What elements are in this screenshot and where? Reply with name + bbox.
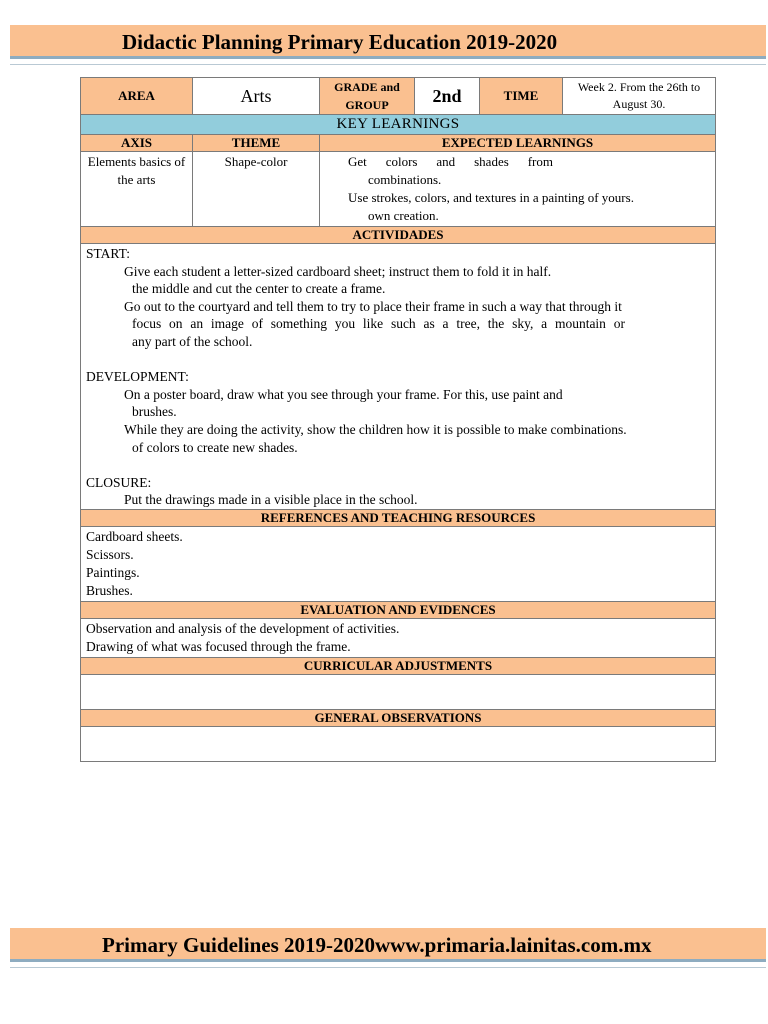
reference-item: Paintings. — [86, 564, 140, 580]
activity-line: Put the drawings made in a visible place in the school. — [124, 492, 418, 508]
page-title: Didactic Planning Primary Education 2019-2020 — [122, 30, 558, 54]
observations-header-row — [81, 709, 716, 726]
activity-item — [86, 491, 709, 509]
activity-item — [86, 386, 709, 421]
expected-learning-line1: Use strokes, colors, and textures in a painting of yours. — [348, 190, 634, 205]
activity-item — [86, 421, 709, 456]
footer-rule — [10, 967, 766, 968]
activity-line: While they are doing the activity, show the children how it is possible to make combinations. — [124, 421, 627, 437]
adjustments-content-row — [81, 674, 716, 709]
expected-learning-line1: Get colors and shades from — [348, 154, 553, 169]
references-header-row — [81, 509, 716, 526]
expected-learning-item — [348, 153, 711, 189]
expected-learnings-list — [320, 152, 716, 227]
observations-title: GENERAL OBSERVATIONS — [81, 709, 716, 726]
header-rule — [10, 64, 766, 65]
evaluation-content-row — [81, 618, 716, 657]
observations-content-row — [81, 726, 716, 761]
activity-item — [86, 298, 709, 351]
expected-learning-line2: own creation. — [368, 208, 439, 223]
activity-line-cont: of colors to create new shades. — [132, 439, 298, 455]
activity-line: On a poster board, draw what you see through your frame. For this, use paint and — [124, 386, 563, 402]
reference-item: Scissors. — [86, 546, 134, 562]
page-header-banner — [10, 25, 766, 59]
references-content-row — [81, 526, 716, 601]
evaluation-item: Drawing of what was focused through the frame. — [86, 638, 351, 654]
adjustments-header-row — [81, 657, 716, 674]
reference-item: Brushes. — [86, 582, 133, 598]
activities-header-row — [81, 227, 716, 244]
activities-title: ACTIVIDADES — [81, 227, 716, 244]
activities-content — [81, 244, 716, 510]
theme-value: Shape-color — [193, 152, 320, 227]
development-label: DEVELOPMENT: — [86, 369, 189, 385]
axis-value: Elements basics of the arts — [81, 152, 193, 227]
key-learnings-title: KEY LEARNINGS — [81, 115, 716, 135]
observations-content — [81, 726, 716, 761]
info-row — [81, 78, 716, 115]
time-label: TIME — [480, 78, 563, 115]
theme-header: THEME — [193, 135, 320, 152]
key-learnings-headers — [81, 135, 716, 152]
evaluation-title: EVALUATION AND EVIDENCES — [81, 601, 716, 618]
area-value: Arts — [193, 78, 320, 115]
references-title: REFERENCES AND TEACHING RESOURCES — [81, 509, 716, 526]
grade-label: GRADE and GROUP — [320, 78, 415, 115]
activity-line-cont: brushes. — [132, 404, 177, 420]
adjustments-title: CURRICULAR ADJUSTMENTS — [81, 657, 716, 674]
activities-content-row — [81, 244, 716, 510]
evaluation-content — [81, 618, 716, 657]
activity-line-cont: any part of the school. — [132, 333, 253, 349]
activity-item — [86, 263, 709, 298]
axis-header: AXIS — [81, 135, 193, 152]
activity-line: Go out to the courtyard and tell them to try to place their frame in such a way that through it — [124, 298, 622, 314]
area-label: AREA — [81, 78, 193, 115]
page-footer-banner — [10, 928, 766, 962]
expected-learning-item — [348, 189, 711, 225]
expected-learning-line2: combinations. — [368, 172, 442, 187]
key-learnings-content — [81, 152, 716, 227]
evaluation-header-row — [81, 601, 716, 618]
activity-line: Give each student a letter-sized cardboard sheet; instruct them to fold it in half. — [124, 263, 552, 279]
key-learnings-row — [81, 115, 716, 135]
footer-text: Primary Guidelines 2019-2020www.primaria.lainitas.com.mx — [102, 933, 652, 957]
start-label: START: — [86, 246, 130, 261]
adjustments-content — [81, 674, 716, 709]
time-value: Week 2. From the 26th to August 30. — [563, 78, 716, 115]
activity-line-cont: focus on an image of something you like such as a tree, the sky, a mountain or — [132, 316, 625, 332]
grade-value: 2nd — [415, 78, 480, 115]
activity-line-cont: the middle and cut the center to create a frame. — [132, 281, 386, 297]
evaluation-item: Observation and analysis of the development of activities. — [86, 620, 400, 636]
planning-table — [80, 77, 716, 762]
reference-item: Cardboard sheets. — [86, 528, 183, 544]
references-content — [81, 526, 716, 601]
expected-learnings-header: EXPECTED LEARNINGS — [320, 135, 716, 152]
closure-label: CLOSURE: — [86, 474, 152, 490]
